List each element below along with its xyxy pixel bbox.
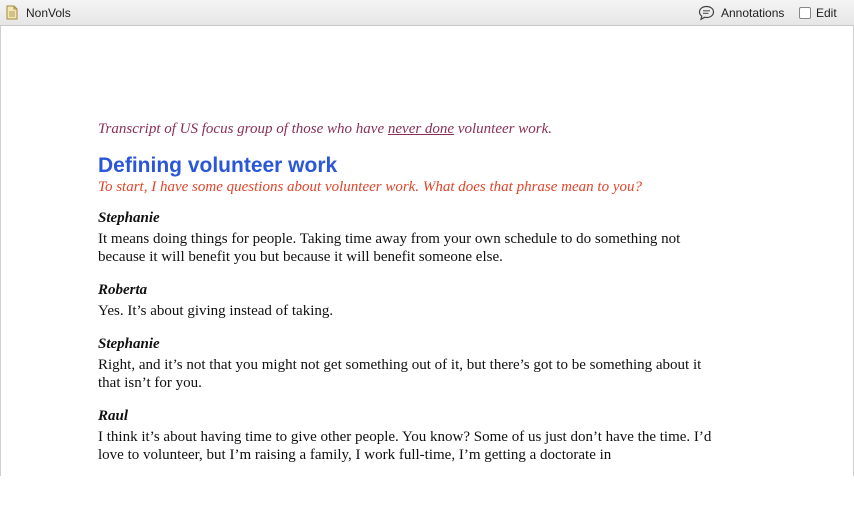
intro-text-after: volunteer work. (454, 121, 552, 137)
transcript-content (98, 120, 718, 464)
document-title: NonVols (26, 6, 71, 20)
speaker-name: Stephanie (98, 336, 160, 352)
intro-text-before: Transcript of US focus group of those who have (98, 121, 388, 137)
intro-line (98, 120, 718, 138)
speaker-name: Raul (98, 408, 129, 424)
speaker-text: Yes. It’s about giving instead of taking. (98, 303, 334, 319)
document-toolbar (0, 0, 854, 26)
speaker-name: Roberta (98, 282, 148, 298)
intro-underlined-text: never done (387, 121, 455, 137)
document-page (0, 26, 854, 476)
moderator-question: To start, I have some questions about volunteer work. What does that phrase mean to you? (98, 179, 642, 195)
edit-label[interactable]: Edit (816, 6, 837, 20)
document-icon (6, 5, 18, 20)
section-heading: Defining volunteer work (98, 154, 338, 177)
speaker-text: I think it’s about having time to give other people. You know? Some of us just don’t have the time. I’d love to volunteer, but I’m raising a family, I work full-time, I’m getting a doctorate in (98, 429, 712, 463)
speaker-text: It means doing things for people. Taking time away from your own schedule to do something not because it will benefit you but because it will benefit someone else. (98, 231, 681, 265)
speaker-name: Stephanie (98, 210, 160, 226)
speaker-text: Right, and it’s not that you might not get something out of it, but there’s got to be something about it that isn’t for you. (98, 357, 702, 391)
edit-checkbox[interactable] (799, 7, 811, 19)
speech-bubble-icon[interactable] (698, 5, 715, 21)
annotations-button[interactable]: Annotations (721, 6, 785, 20)
